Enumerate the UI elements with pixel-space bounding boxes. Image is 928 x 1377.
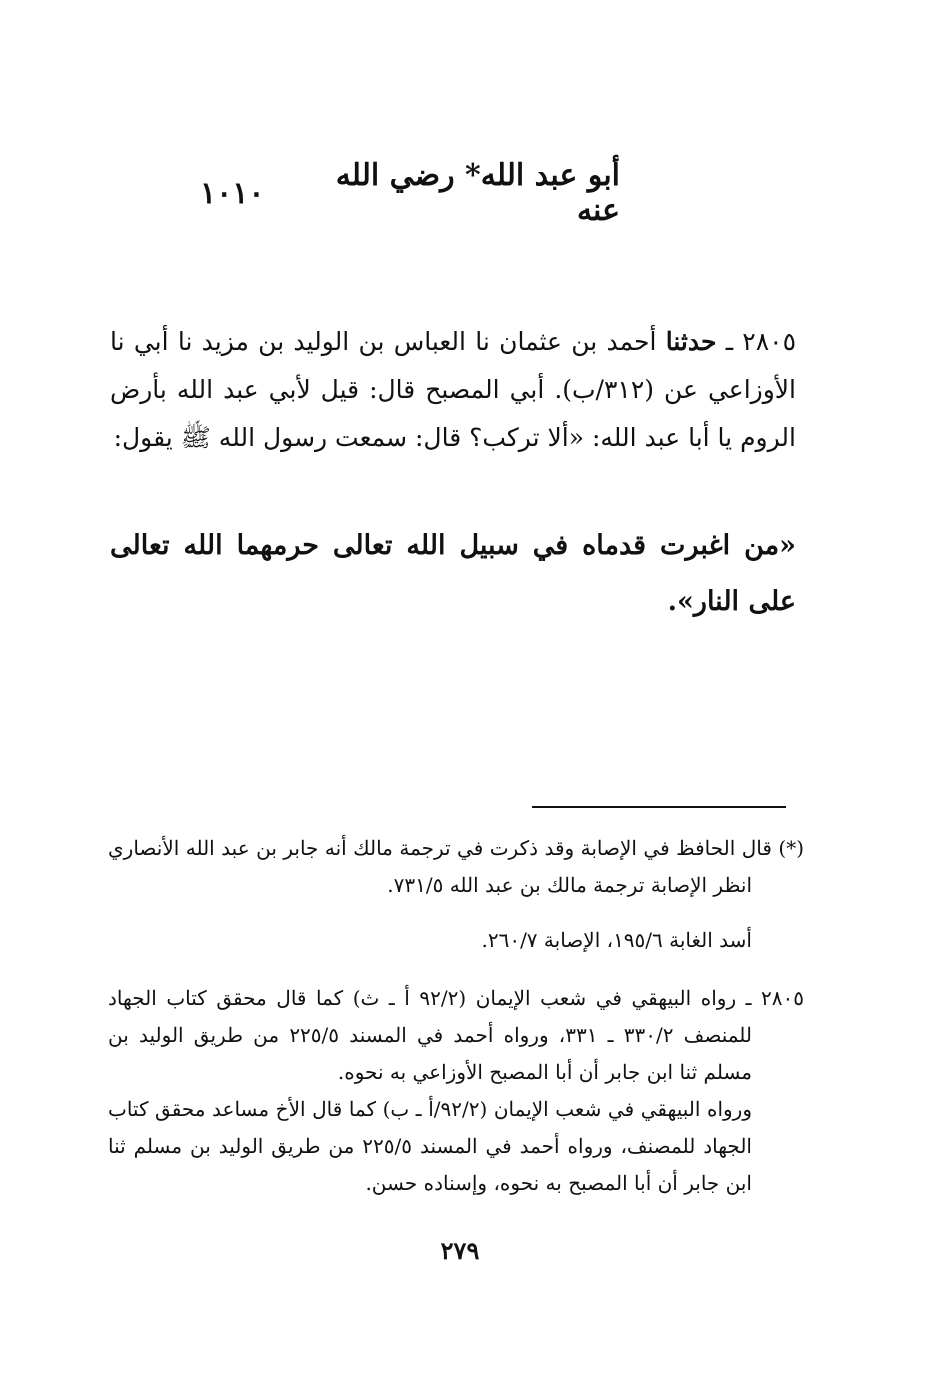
hadith-matn: «من اغبرت قدماه في سبيل الله تعالى حرمهما الله تعالى على النار». <box>110 530 796 617</box>
footnote-refs-text: أسد الغابة ١٩٥/٦، الإصابة ٢٦٠/٧. <box>481 928 752 952</box>
footnote-2805 <box>108 980 804 1202</box>
section-heading <box>200 158 620 228</box>
hadith-isnad-text: أحمد بن عثمان نا العباس بن الوليد بن مزيد نا أبي نا الأوزاعي عن (٣١٢/ب). أبي المصبح قال: قيل لأبي عبد الله بأرض الروم يا أبا عبد الله: «ألا تركب؟ قال: سمعت رسول الله ﷺ يقول: <box>110 327 796 452</box>
footnote-separator <box>532 806 786 808</box>
footnote-2805-paragraph-1: ٢٨٠٥ ـ رواه البيهقي في شعب الإيمان (٩٢/٢ أ ـ ث) كما قال محقق كتاب الجهاد للمنصف ٣٣٠/٢ ـ ٣٣١، ورواه أحمد في المسند ٢٢٥/٥ من طريق الوليد بن مسلم ثنا ابن جابر أن أبا المصبح الأوزاعي به نحوه. <box>108 986 805 1084</box>
hadith-lead-word: حدثنا <box>665 327 717 356</box>
hadith-isnad-paragraph <box>110 318 796 462</box>
footnote-refs <box>108 922 804 959</box>
footnote-star-text: (*) قال الحافظ في الإصابة وقد ذكرت في ترجمة مالك أنه جابر بن عبد الله الأنصاري انظر الإصابة ترجمة مالك بن عبد الله ٧٣١/٥. <box>108 836 804 897</box>
hadith-number: ٢٨٠٥ ـ <box>725 327 797 356</box>
hadith-isnad <box>110 318 796 462</box>
footnote-star <box>108 830 804 904</box>
page-number: ٢٧٩ <box>440 1236 480 1265</box>
footnote-2805-paragraph-2: ورواه البيهقي في شعب الإيمان (٩٢/٢/أ ـ ب) كما قال الأخ مساعد محقق كتاب الجهاد للمصنف، ورواه أحمد في المسند ٢٢٥/٥ من طريق الوليد بن مسلم ثنا ابن جابر أن أبا المصبح به نحوه، وإسناده حسن. <box>108 1097 752 1195</box>
section-title: أبو عبد الله* رضي الله عنه <box>335 158 620 228</box>
section-number: ١٠١٠ <box>200 175 265 211</box>
